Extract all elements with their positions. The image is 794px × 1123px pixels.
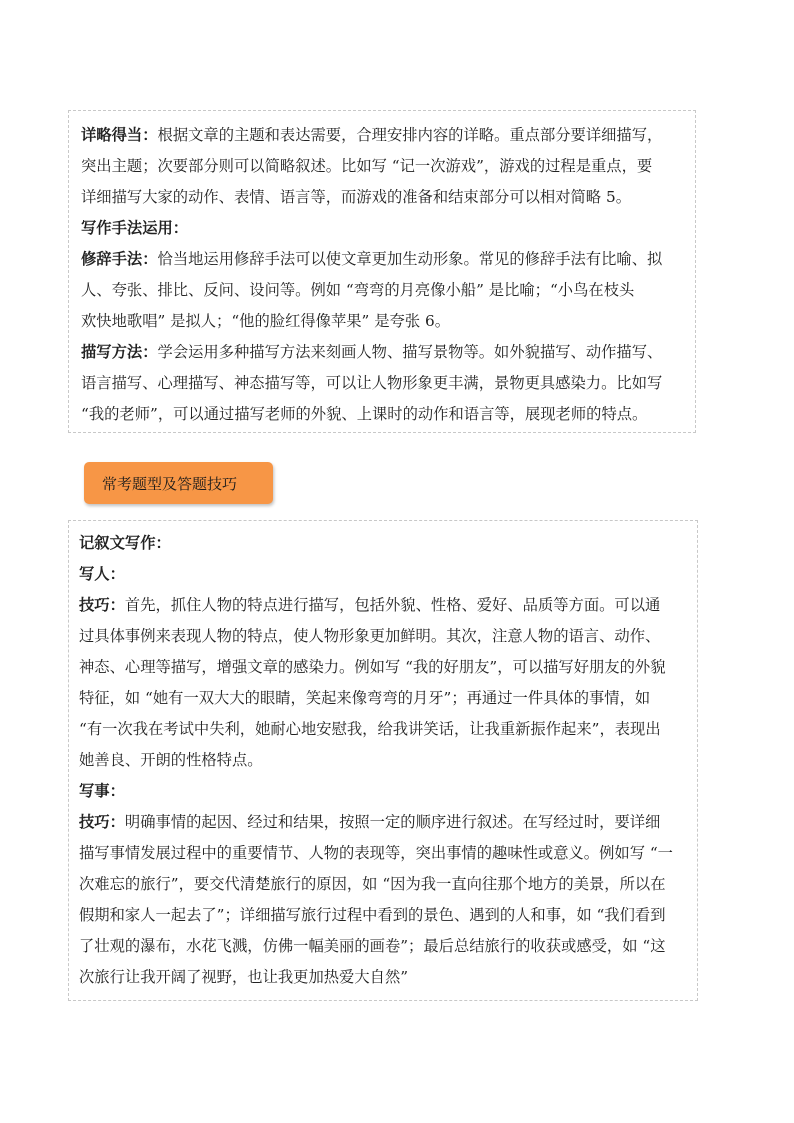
label-description: 描写方法 [81,343,143,361]
label-detail: 详略得当 [81,126,143,144]
section-title-button[interactable]: 常考题型及答题技巧 [84,462,273,504]
paragraph-events-line-3: 次难忘的旅行”，要交代清楚旅行的原因，如 “因为我一直向往那个地方的美景，所以在 [79,875,666,893]
text: 恰当地运用修辞手法可以使文章更加生动形象。常见的修辞手法有比喻、拟 [157,250,663,268]
paragraph-description-line-2: 语言描写、心理描写、神态描写等，可以让人物形象更丰满，景物更具感染力。比如写 [81,374,663,392]
text: 根据文章的主题和表达需要，合理安排内容的详略。重点部分要详细描写， [157,126,663,144]
colon: ： [109,596,125,614]
colon: ： [109,813,125,831]
text: 学会运用多种描写方法来刻画人物、描写景物等。如外貌描写、动作描写、 [157,343,663,361]
paragraph-rhetoric-line-3: 欢快地歌唱” 是拟人；“他的脸红得像苹果” 是夸张 6。 [81,312,451,330]
paragraph-rhetoric-line-2: 人、夸张、排比、反问、设问等。例如 “弯弯的月亮像小船” 是比喻；“小鸟在枝头 [81,281,635,299]
paragraph-events-line-1 [79,807,687,838]
heading-narrative-writing: 记叙文写作： [79,534,171,552]
colon: ： [142,126,158,144]
colon: ： [142,250,158,268]
paragraph-description-line-1 [81,337,683,368]
paragraph-events-line-2: 描写事情发展过程中的重要情节、人物的表现等，突出事情的趣味性或意义。例如写 “一 [79,844,673,862]
paragraph-people-line-5: “有一次我在考试中失利，她耐心地安慰我，给我讲笑话，让我重新振作起来”，表现出 [79,720,661,738]
label-tips: 技巧 [79,813,110,831]
heading-writing-people: 写人： [79,565,125,583]
text: 首先，抓住人物的特点进行描写，包括外貌、性格、爱好、品质等方面。可以通 [124,596,661,614]
paragraph-people-line-2: 过具体事例来表现人物的特点，使人物形象更加鲜明。其次，注意人物的语言、动作、 [79,627,661,645]
paragraph-events-line-6: 次旅行让我开阔了视野，也让我更加热爱大自然” [79,968,409,986]
text: 明确事情的起因、经过和结果，按照一定的顺序进行叙述。在写经过时，要详细 [124,813,661,831]
paragraph-description-line-3: “我的老师”，可以通过描写老师的外貌、上课时的动作和语言等，展现老师的特点。 [81,405,648,423]
question-types-box [68,520,698,1001]
label-tips: 技巧 [79,596,110,614]
paragraph-people-line-1 [79,590,687,621]
paragraph-people-line-6: 她善良、开朗的性格特点。 [79,751,263,769]
paragraph-events-line-5: 了壮观的瀑布，水花飞溅，仿佛一幅美丽的画卷”；最后总结旅行的收获或感受，如 “这 [79,937,666,955]
heading-writing-events: 写事： [79,782,125,800]
paragraph-events-line-4: 假期和家人一起去了”；详细描写旅行过程中看到的景色、遇到的人和事，如 “我们看到 [79,906,666,924]
paragraph-people-line-4: 特征，如 “她有一双大大的眼睛，笑起来像弯弯的月牙”；再通过一件具体的事情，如 [79,689,651,707]
writing-tips-box [68,110,696,433]
paragraph-detail-line-2: 突出主题；次要部分则可以简略叙述。比如写 “记一次游戏”，游戏的过程是重点，要 [81,157,653,175]
colon: ： [142,343,158,361]
paragraph-detail-line-1 [81,120,683,151]
label-rhetoric: 修辞手法 [81,250,143,268]
paragraph-people-line-3: 神态、心理等描写，增强文章的感染力。例如写 “我的好朋友”，可以描写好朋友的外貌 [79,658,666,676]
paragraph-rhetoric-line-1 [81,244,683,275]
heading-techniques: 写作手法运用： [81,219,189,237]
paragraph-detail-line-3: 详细描写大家的动作、表情、语言等，而游戏的准备和结束部分可以相对简略 5。 [81,188,631,206]
